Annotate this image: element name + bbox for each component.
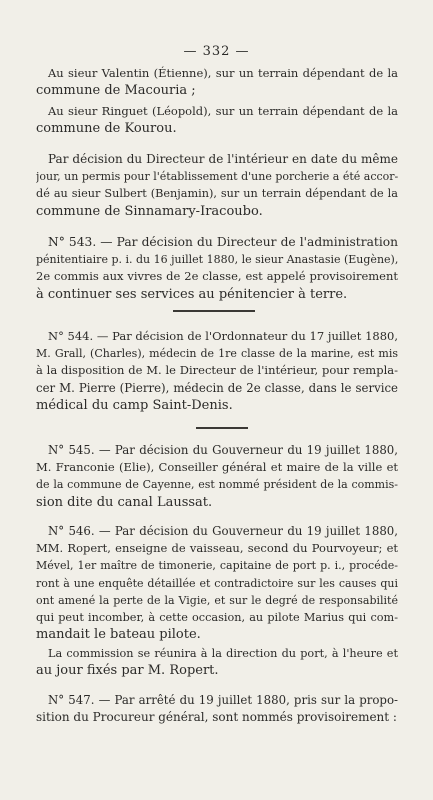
text-line: sition du Procureur général, sont nommés provisoirement : — [36, 710, 397, 725]
text-line: ront à une enquête détaillée et contradictoire sur les causes qui — [36, 576, 398, 590]
text-line: Au sieur Valentin (Étienne), sur un terrain dépendant de la — [48, 66, 398, 80]
text-line: de la commune de Cayenne, est nommé président de la commis- — [36, 478, 398, 492]
paragraph-valentin — [36, 65, 398, 99]
paragraph-no-544 — [36, 328, 398, 414]
text-line: mandait le bateau pilote. — [36, 627, 201, 643]
text-line: sion dite du canal Laussat. — [36, 494, 213, 510]
text-line: Au sieur Ringuet (Léopold), sur un terrain dépendant de la — [48, 104, 398, 118]
text-line: N° 544. — Par décision de l'Ordonnateur du 17 juillet 1880, — [48, 329, 398, 343]
page-number: — 332 — — [183, 44, 250, 59]
text-line: dé au sieur Sulbert (Benjamin), sur un terrain dépendant de la — [36, 187, 398, 201]
text-line: commune de Macouria ; — [36, 83, 196, 99]
text-line: qui peut incomber, à cette occasion, au pilote Marius qui com- — [36, 610, 398, 624]
text-line: M. Franconie (Elie), Conseiller général et maire de la ville et — [36, 460, 398, 475]
text-line: 2e commis aux vivres de 2e classe, est appelé provisoirement — [36, 269, 398, 284]
text-line: cer M. Pierre (Pierre), médecin de 2e classe, dans le service — [36, 380, 398, 395]
paragraph-no-547 — [36, 692, 398, 726]
section-separator — [196, 427, 248, 429]
text-line: à la disposition de M. le Directeur de l'intérieur, pour rempla- — [36, 363, 398, 378]
paragraph-no-546 — [36, 523, 398, 643]
text-line: à continuer ses services au pénitencier à terre. — [36, 286, 348, 302]
text-line: commune de Kourou. — [36, 121, 177, 137]
paragraph-ringuet — [36, 103, 398, 137]
text-line: médical du camp Saint-Denis. — [36, 397, 233, 413]
text-line: Par décision du Directeur de l'intérieur en date du même — [48, 152, 398, 166]
paragraph-no-543 — [36, 234, 398, 303]
paragraph-no-545 — [36, 442, 398, 511]
text-line: La commission se réunira à la direction du port, à l'heure et — [48, 647, 398, 660]
text-line: au jour fixés par M. Ropert. — [36, 663, 219, 679]
section-separator — [173, 310, 255, 312]
text-line: M. Grall, (Charles), médecin de 1re classe de la marine, est mis — [36, 347, 398, 361]
text-line: N° 547. — Par arrêté du 19 juillet 1880, pris sur la propo- — [48, 693, 398, 707]
text-line: N° 545. — Par décision du Gouverneur du 19 juillet 1880, — [48, 443, 398, 457]
paragraph-sulbert — [36, 151, 398, 220]
text-line: N° 546. — Par décision du Gouverneur du 19 juillet 1880, — [48, 524, 398, 538]
text-line: ont amené la perte de la Vigie, et sur le degré de responsabilité — [36, 593, 398, 607]
text-line: N° 543. — Par décision du Directeur de l'administration — [48, 235, 398, 249]
paragraph-commission — [36, 645, 398, 679]
text-line: commune de Sinnamary-Iracoubo. — [36, 203, 263, 219]
text-line: Mével, 1er maître de timonerie, capitaine de port p. i., procéde- — [36, 559, 398, 573]
text-line: pénitentiaire p. i. du 16 juillet 1880, le sieur Anastasie (Eugène), — [36, 253, 398, 267]
text-line: jour, un permis pour l'établissement d'une porcherie a été accor- — [36, 170, 398, 184]
text-line: MM. Ropert, enseigne de vaisseau, second du Pourvoyeur; et — [36, 541, 398, 556]
